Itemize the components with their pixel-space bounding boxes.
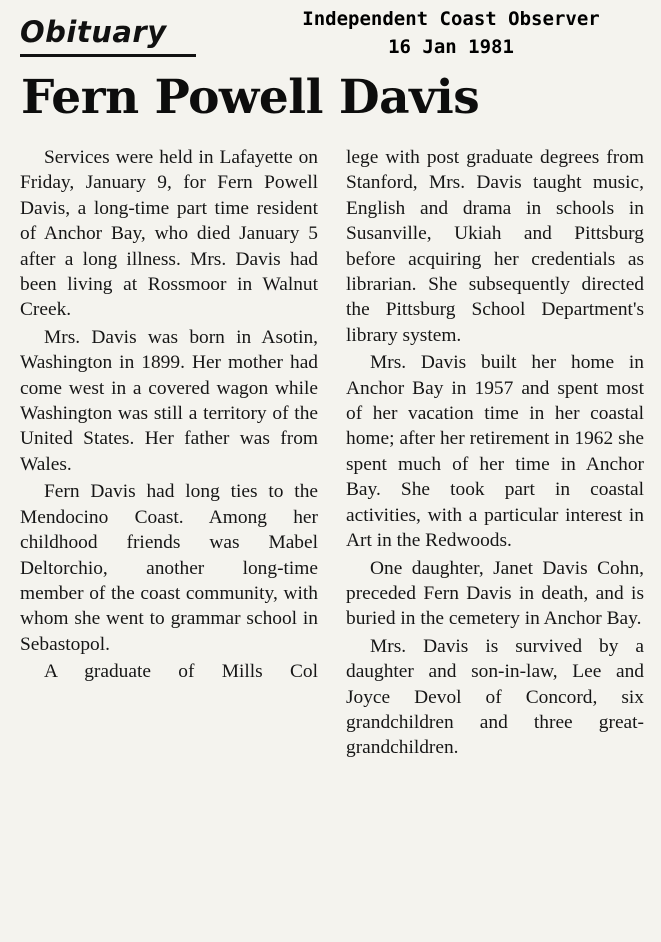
publication-date: 16 Jan 1981: [388, 36, 514, 58]
paragraph: Fern Davis had long ties to the Mendocino Coast. Among her childhood friends was Mabel Deltorchio, another long-time member of the coast community, with whom she went to grammar school in Sebastopol.: [20, 481, 318, 655]
masthead: [256, 5, 646, 61]
article-column-right: [346, 145, 644, 763]
section-underline: [20, 54, 196, 57]
paragraph: Mrs. Davis built her home in Anchor Bay in 1957 and spent most of her vacation time in her coastal home; after her retirement in 1962 she spent much of her time in Anchor Bay. She took part in coastal activities, with a particular interest in Art in the Redwoods.: [346, 352, 644, 552]
paragraph: Mrs. Davis was born in Asotin, Washington in 1899. Her mother had come west in a covered wagon while Washington was still a territory of the United States. Her father was from Wales.: [20, 326, 318, 475]
newspaper-name: Independent Coast Observer: [302, 8, 600, 30]
paragraph: A graduate of Mills Col: [44, 661, 318, 683]
headline: Fern Powell Davis: [21, 70, 480, 125]
paragraph: Services were held in Lafayette on Friday, January 9, for Fern Powell Davis, a long-time part time resident of Anchor Bay, who died January 5 after a long illness. Mrs. Davis had been living at Rossmoor in Walnut Creek.: [20, 147, 318, 321]
paragraph: lege with post graduate degrees from Stanford, Mrs. Davis taught music, English and drama in schools in Susanville, Ukiah and Pittsburg before acquiring her credentials as librarian. She subsequently directed the Pittsburg School Department's library system.: [346, 147, 644, 346]
section-label: Obituary: [20, 15, 167, 49]
paragraph: One daughter, Janet Davis Cohn, preceded Fern Davis in death, and is buried in the cemetery in Anchor Bay.: [346, 557, 644, 630]
article-column-left: [20, 145, 318, 687]
paragraph: Mrs. Davis is survived by a daughter and son-in-law, Lee and Joyce Devol of Concord, six grandchildren and three great-grandchildren.: [346, 635, 644, 759]
